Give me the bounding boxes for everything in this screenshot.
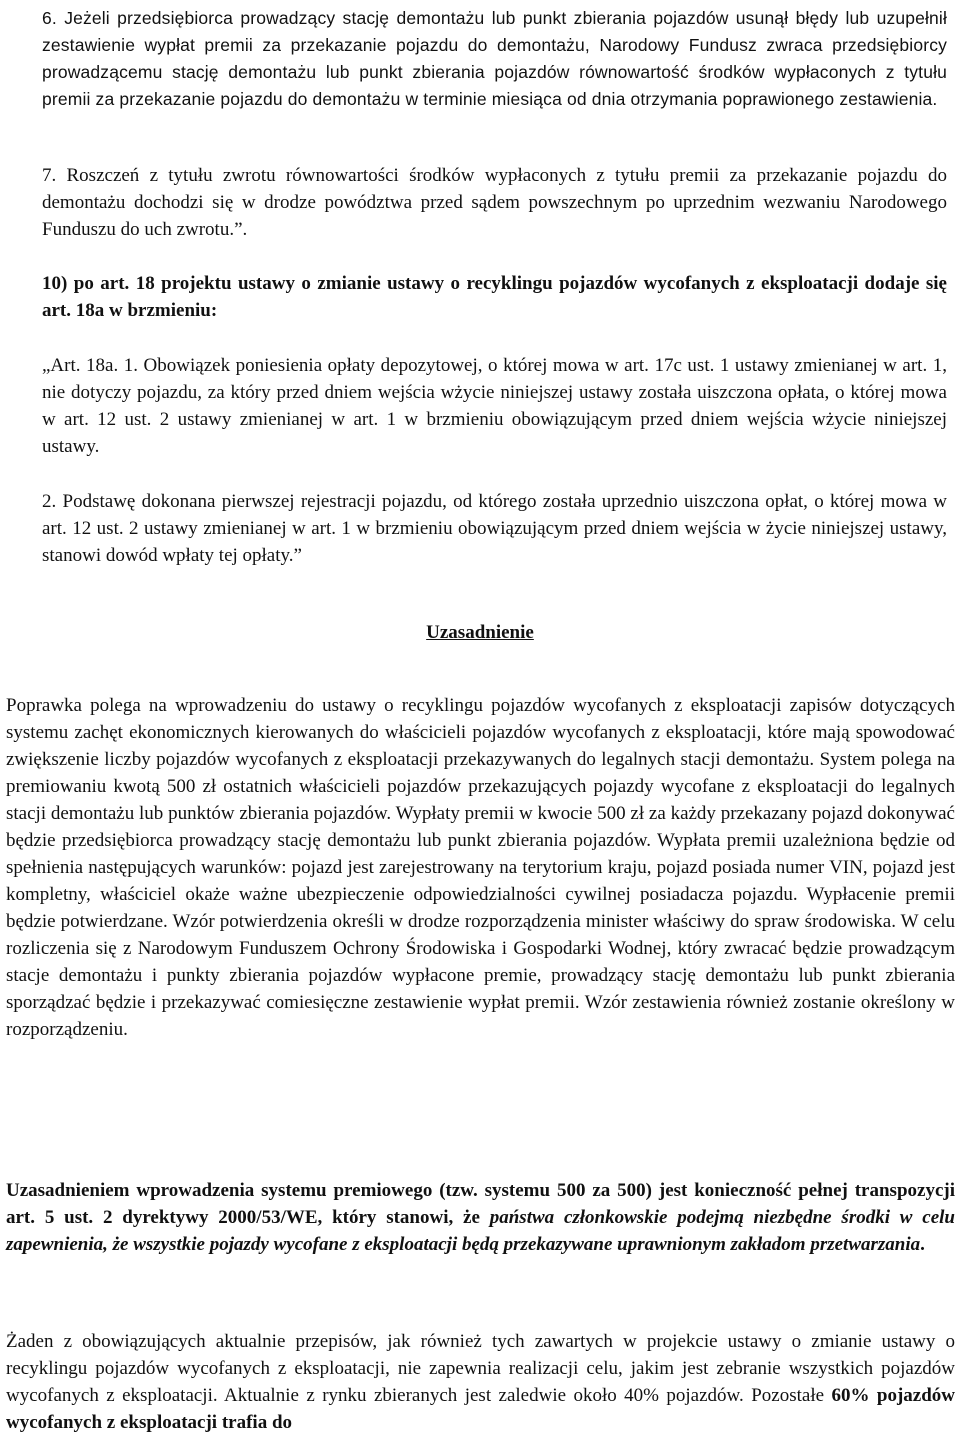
justification-paragraph-1: Poprawka polega na wprowadzeniu do ustawy o recyklingu pojazdów wycofanych z eksploatacji zapisów dotyczących systemu zachęt ekonomicznych kierowanych do właścicieli pojazdów wycofanych z eksploatacji, które mają spowodować zwiększenie liczby pojazdów wycofanych z eksploatacji przekazywanych do legalnych stacji demontażu. System polega na premiowaniu kwotą 500 zł ostatnich właścicieli pojazdów przekazujących pojazdy wycofane z eksploatacji do legalnych stacji demontażu lub punktów zbierania pojazdów. Wypłaty premii w kwocie 500 zł za każdy przekazany pojazd dokonywać będzie przedsiębiorca prowadzący stację demontażu lub punkt zbierania pojazdów. Wypłata premii uzależniona będzie od spełnienia następujących warunków: pojazd jest zarejestrowany na terytorium kraju, pojazd posiada numer VIN, pojazd jest kompletny, właściciel okaże ważne ubezpieczenie odpowiedzialności cywilnej posiadacza pojazdu. Wypłacenie premii będzie potwierdzane. Wzór potwierdzenia określi w drodze rozporządzenia minister właściwy do spraw środowiska. W celu rozliczenia się z Narodowym Funduszem Ochrony Środowiska i Gospodarki Wodnej, który zwracać będzie prowadzącym stacje demontażu i punkty zbierania pojazdów wypłacone premie, prowadzący stację demontażu lub punkt zbierania sporządzać będzie i przekazywać comiesięczne zestawienie wypłat premii. Wzór zestawienia również zostanie określony w rozporządzeniu. — [6, 695, 955, 1040]
justification-paragraph-2 — [6, 1177, 955, 1258]
paragraph-6-text: 6. Jeżeli przedsiębiorca prowadzący stację demontażu lub punkt zbierania pojazdów usunął błędy lub uzupełnił zestawienie wypłat premii za przekazanie pojazdu do demontażu, Narodowy Fundusz zwraca przedsiębiorcy prowadzącemu stację demontażu lub punkt zbierania pojazdów równowartość środków wypłaconych z tytułu premii za przekazanie pojazdu do demontażu w terminie miesiąca od dnia otrzymania poprawionego zestawienia. — [42, 8, 947, 109]
article-18a-section-1: „Art. 18a. 1. Obowiązek poniesienia opłaty depozytowej, o której mowa w art. 17c ust. 1 ustawy zmienianej w art. 1, nie dotyczy pojazdu, za który przed dniem wejścia wżycie niniejszej ustawy została uiszczona opłata, o której mowa w art. 12 ust. 2 ustawy zmienianej w art. 1 w brzmieniu obowiązującym przed dniem wejścia wżycie niniejszej ustawy. — [42, 355, 947, 457]
justification-paragraph-3-bold: 60% pojazdów wycofanych z eksploatacji trafia do — [6, 1385, 955, 1433]
justification-paragraph-3 — [6, 1328, 955, 1436]
justification-title: Uzasadnienie — [426, 622, 534, 643]
article-18a-section-2: 2. Podstawę dokonana pierwszej rejestracji pojazdu, od którego została uprzednio uiszczona opłat, o której mowa w art. 12 ust. 2 ustawy zmienianej w art. 1 w brzmieniu obowiązującym przed dniem wejścia w życie niniejszej ustawy, stanowi dowód wpłaty tej opłaty.” — [42, 491, 947, 566]
directive-quote: państwa członkowskie podejmą niezbędne środki w celu zapewnienia, że wszystkie pojazdy wycofane z eksploatacji będą przekazywane uprawnionym zakładom przetwarzania — [6, 1207, 955, 1255]
amendment-10-heading: 10) po art. 18 projektu ustawy o zmianie ustawy o recyklingu pojazdów wycofanych z eksploatacji dodaje się art. 18a w brzmieniu: — [42, 273, 947, 321]
paragraph-7: 7. Roszczeń z tytułu zwrotu równowartości środków wypłaconych z tytułu premii za przekazanie pojazdu do demontażu dochodzi się w drodze powództwa przed sądem powszechnym po uprzednim wezwaniu Narodowego Funduszu do uch zwrotu.”. — [42, 165, 947, 240]
paragraph-6 — [42, 5, 947, 113]
justification-paragraph-2-lead: Uzasadnieniem wprowadzenia systemu premiowego (tzw. systemu 500 za 500) jest konieczność pełnej transpozycji art. 5 ust. 2 dyrektywy 2000/53/WE, który stanowi, że — [6, 1180, 955, 1228]
justification-paragraph-3-lead: Żaden z obowiązujących aktualnie przepisów, jak również tych zawartych w projekcie ustawy o zmianie ustawy o recyklingu pojazdów wycofanych z eksploatacji, nie zapewnia realizacji celu, jakim jest zebranie wszystkich pojazdów wycofanych z eksploatacji. Aktualnie z rynku zbieranych jest zaledwie około 40% pojazdów. Pozostałe — [6, 1331, 955, 1406]
justification-paragraph-2-end: . — [920, 1234, 925, 1255]
